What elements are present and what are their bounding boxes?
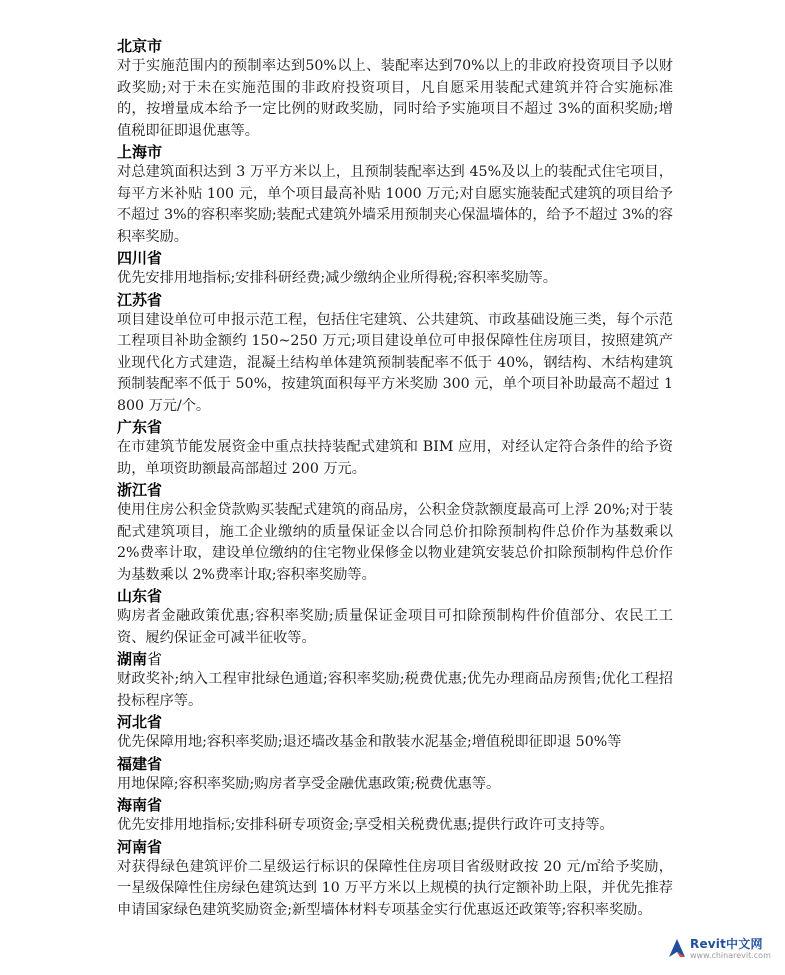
section-text: 优先安排用地指标;安排科研经费;减少缴纳企业所得税;容积率奖励等。 bbox=[117, 270, 557, 286]
section-heading: 山东省 bbox=[117, 587, 163, 605]
section-guangdong bbox=[117, 417, 673, 480]
section-beijing bbox=[117, 36, 673, 142]
section-hunan bbox=[117, 649, 673, 712]
section-jiangsu bbox=[117, 290, 673, 418]
section-text: 对获得绿色建筑评价二星级运行标识的保障性住房项目省级财政按 20 元/㎡给予奖励，一星级保障性住房绿色建筑达到 10 万平方米以上规模的执行定额补助上限，并优先推荐申请国家绿色建筑奖励资金;新型墙体材料专项基金实行优惠返还政策等;容积率奖励。 bbox=[117, 858, 673, 918]
section-shandong bbox=[117, 586, 673, 649]
section-heading: 福建省 bbox=[117, 754, 163, 773]
section-fujian bbox=[117, 754, 673, 796]
section-heading: 四川省 bbox=[117, 249, 163, 267]
section-heading: 广东省 bbox=[117, 418, 163, 436]
watermark-url: www.chinarevit.com bbox=[690, 951, 771, 960]
section-text: 优先保障用地;容积率奖励;退还墙改基金和散装水泥基金;增值税即征即退 50%等 bbox=[117, 734, 622, 750]
policy-document bbox=[117, 36, 673, 921]
section-heading: 浙江省 bbox=[117, 481, 163, 499]
section-zhejiang bbox=[117, 480, 673, 586]
section-hebei bbox=[117, 712, 673, 754]
section-text: 优先安排用地指标;安排科研专项资金;享受相关税费优惠;提供行政许可支持等。 bbox=[117, 817, 614, 833]
watermark-title: Revit中文网 bbox=[690, 937, 763, 951]
section-hainan bbox=[117, 795, 673, 837]
section-text: 使用住房公积金贷款购买装配式建筑的商品房，公积金贷款额度最高可上浮 20%;对于装配式建筑项目，施工企业缴纳的质量保证金以合同总价扣除预制构件总价作为基数乘以 2%费率计取，建设单位缴纳的住宅物业保修金以物业建筑安装总价扣除预制构件总价作为基数乘以 2%费率计取;容积率奖励等。 bbox=[117, 502, 673, 583]
section-text: 对总建筑面积达到 3 万平方米以上，且预制装配率达到 45%及以上的装配式住宅项目，每平方米补贴 100 元，单个项目最高补贴 1000 万元;对自愿实施装配式建筑的项目给予不超过 3%的容积率奖励;装配式建筑外墙采用预制夹心保温墙体的，给予不超过 3%的容积率奖励。 bbox=[117, 164, 673, 245]
section-text: 财政奖补;纳入工程审批绿色通道;容积率奖励;税费优惠;优先办理商品房预售;优化工程招投标程序等。 bbox=[117, 671, 673, 709]
section-heading: 河南省 bbox=[117, 837, 163, 856]
site-watermark bbox=[667, 935, 777, 965]
section-text: 用地保障;容积率奖励;购房者享受金融优惠政策;税费优惠等。 bbox=[117, 775, 501, 792]
section-text: 项目建设单位可申报示范工程，包括住宅建筑、公共建筑、市政基础设施三类，每个示范工程项目补助金额约 150~250 万元;项目建设单位可申报保障性住房项目，按照建筑产业现代化方式建造，混凝土结构单体建筑预制装配率不低于 40%，钢结构、木结构建筑预制装配率不低于 50%，按建筑面积每平方米奖励 300 元，单个项目补助最高不超过 1800 万元/个。 bbox=[117, 311, 673, 414]
section-shanghai bbox=[117, 142, 673, 248]
section-heading: 上海市 bbox=[117, 143, 163, 161]
section-henan bbox=[117, 837, 673, 922]
section-sichuan bbox=[117, 248, 673, 290]
section-heading: 河北省 bbox=[117, 713, 163, 731]
section-heading: 海南省 bbox=[117, 796, 163, 814]
section-heading: 湖南省 bbox=[117, 650, 163, 668]
section-heading: 江苏省 bbox=[117, 290, 163, 309]
section-heading: 北京市 bbox=[117, 37, 163, 55]
revit-logo-icon bbox=[667, 937, 687, 959]
section-text: 对于实施范围内的预制率达到50%以上、装配率达到70%以上的非政府投资项目予以财政奖励;对于未在实施范围的非政府投资项目，凡自愿采用装配式建筑并符合实施标准的，按增量成本给予一定比例的财政奖励，同时给予实施项目不超过 3%的面积奖励;增值税即征即退优惠等。 bbox=[117, 58, 673, 139]
section-text: 在市建筑节能发展资金中重点扶持装配式建筑和 BIM 应用，对经认定符合条件的给予资助，单项资助额最高部超过 200 万元。 bbox=[117, 439, 673, 477]
section-text: 购房者金融政策优惠;容积率奖励;质量保证金项目可扣除预制构件价值部分、农民工工资、履约保证金可减半征收等。 bbox=[117, 608, 673, 646]
